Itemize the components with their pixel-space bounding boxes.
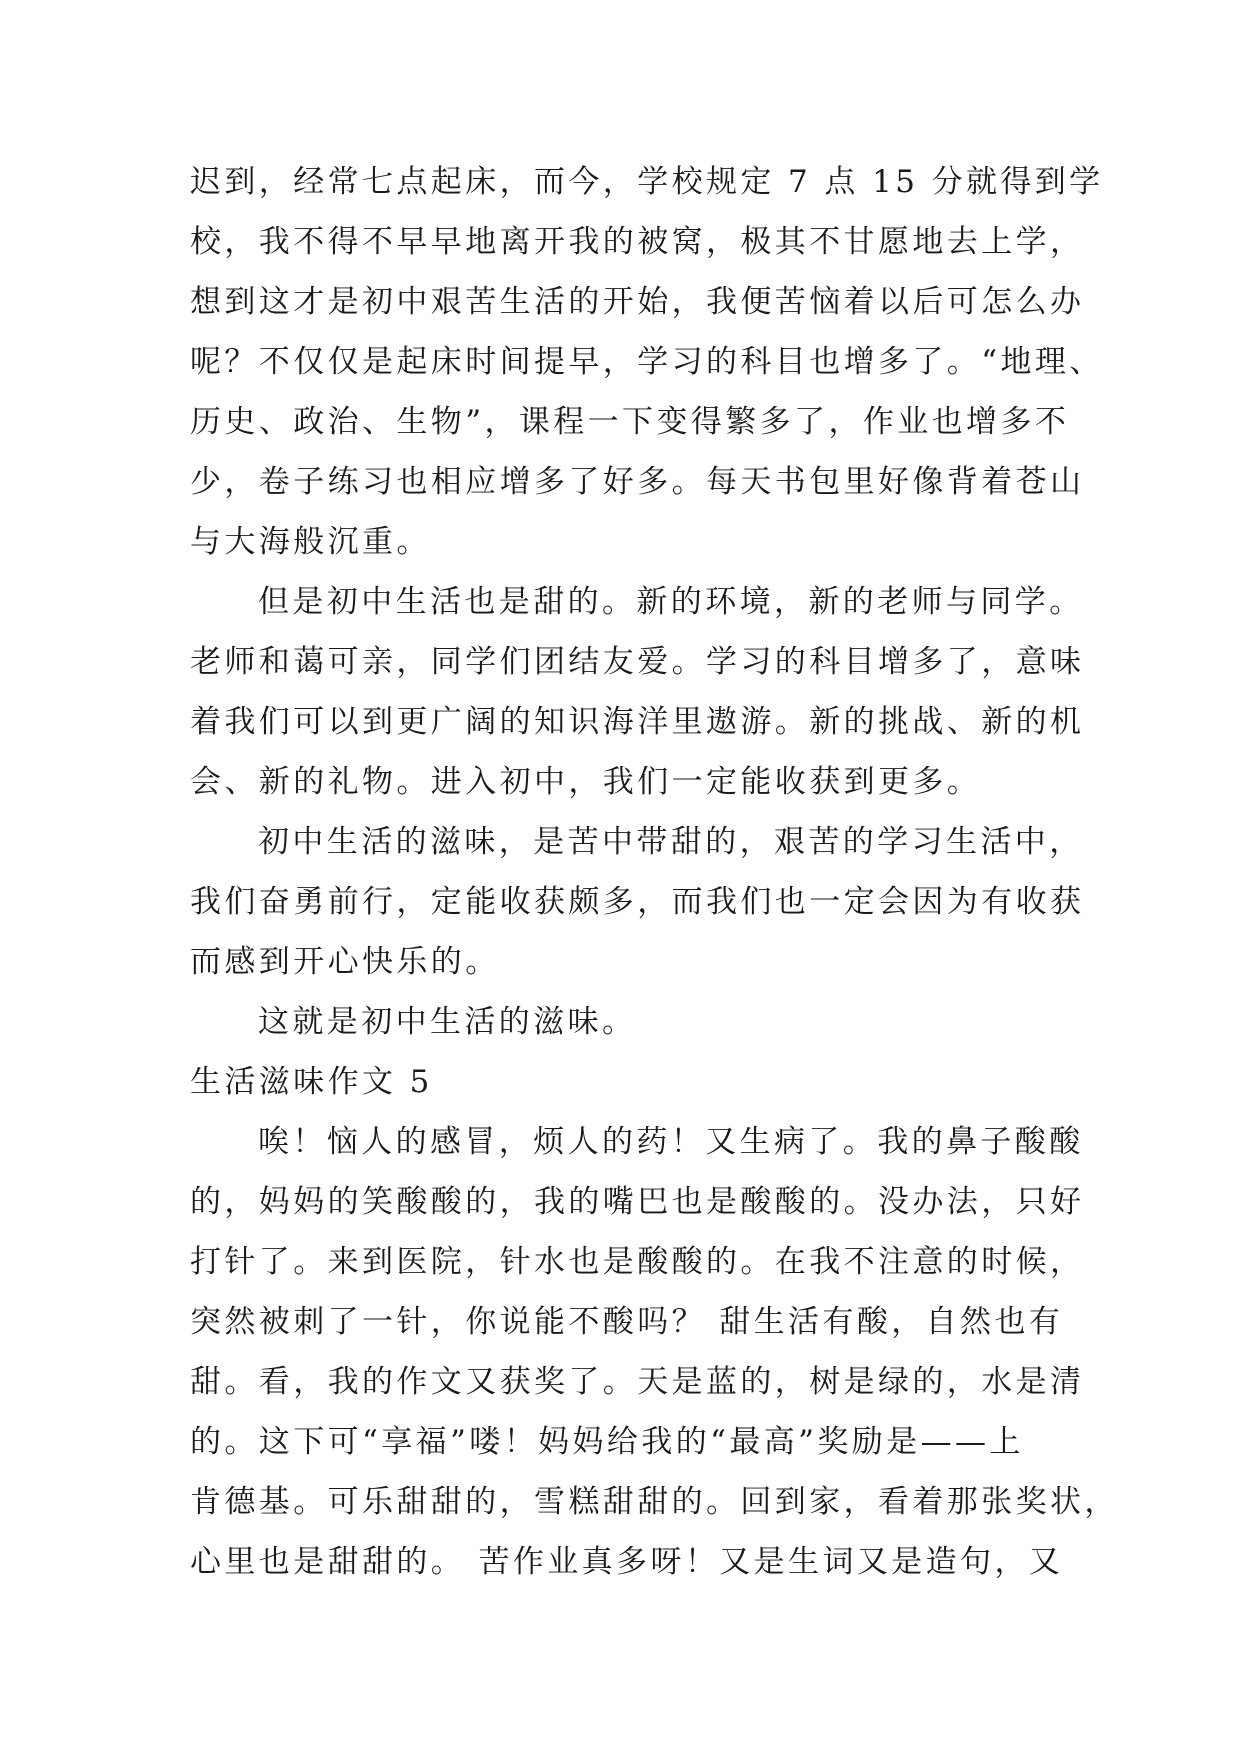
text-line: 与大海般沉重。: [190, 524, 431, 560]
text-line: 迟到，经常七点起床，而今，学校规定 7 点 15 分就得到学: [190, 164, 1104, 200]
text-line: 少，卷子练习也相应增多了好多。每天书包里好像背着苍山: [190, 464, 1085, 500]
text-line: 打针了。来到医院，针水也是酸酸的。在我不注意的时候，: [190, 1244, 1085, 1280]
text-line: 着我们可以到更广阔的知识海洋里遨游。新的挑战、新的机: [190, 704, 1085, 740]
section-heading: 生活滋味作文 5: [190, 1064, 433, 1100]
paragraph-first-line: 但是初中生活也是甜的。新的环境，新的老师与同学。: [258, 584, 1084, 620]
paragraph-first-line: 唉！恼人的感冒，烦人的药！又生病了。我的鼻子酸酸: [258, 1124, 1084, 1160]
text-line: 肯德基。可乐甜甜的，雪糕甜甜的。回到家，看着那张奖状，: [190, 1484, 1119, 1520]
text-line: 心里也是甜甜的。 苦作业真多呀！又是生词又是造句，又: [190, 1544, 1064, 1580]
text-line: 甜。看，我的作文又获奖了。天是蓝的，树是绿的，水是清: [190, 1364, 1085, 1400]
text-line: 校，我不得不早早地离开我的被窝，极其不甘愿地去上学，: [190, 224, 1085, 260]
text-line: 的。这下可“享福”喽！妈妈给我的“最高”奖励是——上: [190, 1424, 1024, 1460]
paragraph-first-line: 这就是初中生活的滋味。: [258, 1004, 637, 1040]
text-line: 呢？不仅仅是起床时间提早，学习的科目也增多了。“地理、: [190, 344, 1104, 380]
text-line: 的，妈妈的笑酸酸的，我的嘴巴也是酸酸的。没办法，只好: [190, 1184, 1085, 1220]
text-line: 想到这才是初中艰苦生活的开始，我便苦恼着以后可怎么办: [190, 284, 1085, 320]
text-line: 历史、政治、生物”，课程一下变得繁多了，作业也增多不: [190, 404, 1070, 440]
text-line: 我们奋勇前行，定能收获颇多，而我们也一定会因为有收获: [190, 884, 1085, 920]
text-line: 突然被刺了一针，你说能不酸吗？ 甜生活有酸，自然也有: [190, 1304, 1064, 1340]
text-line: 而感到开心快乐的。: [190, 944, 500, 980]
text-line: 会、新的礼物。进入初中，我们一定能收获到更多。: [190, 764, 982, 800]
text-line: 老师和蔼可亲，同学们团结友爱。学习的科目增多了，意味: [190, 644, 1085, 680]
paragraph-first-line: 初中生活的滋味，是苦中带甜的，艰苦的学习生活中，: [258, 824, 1084, 860]
